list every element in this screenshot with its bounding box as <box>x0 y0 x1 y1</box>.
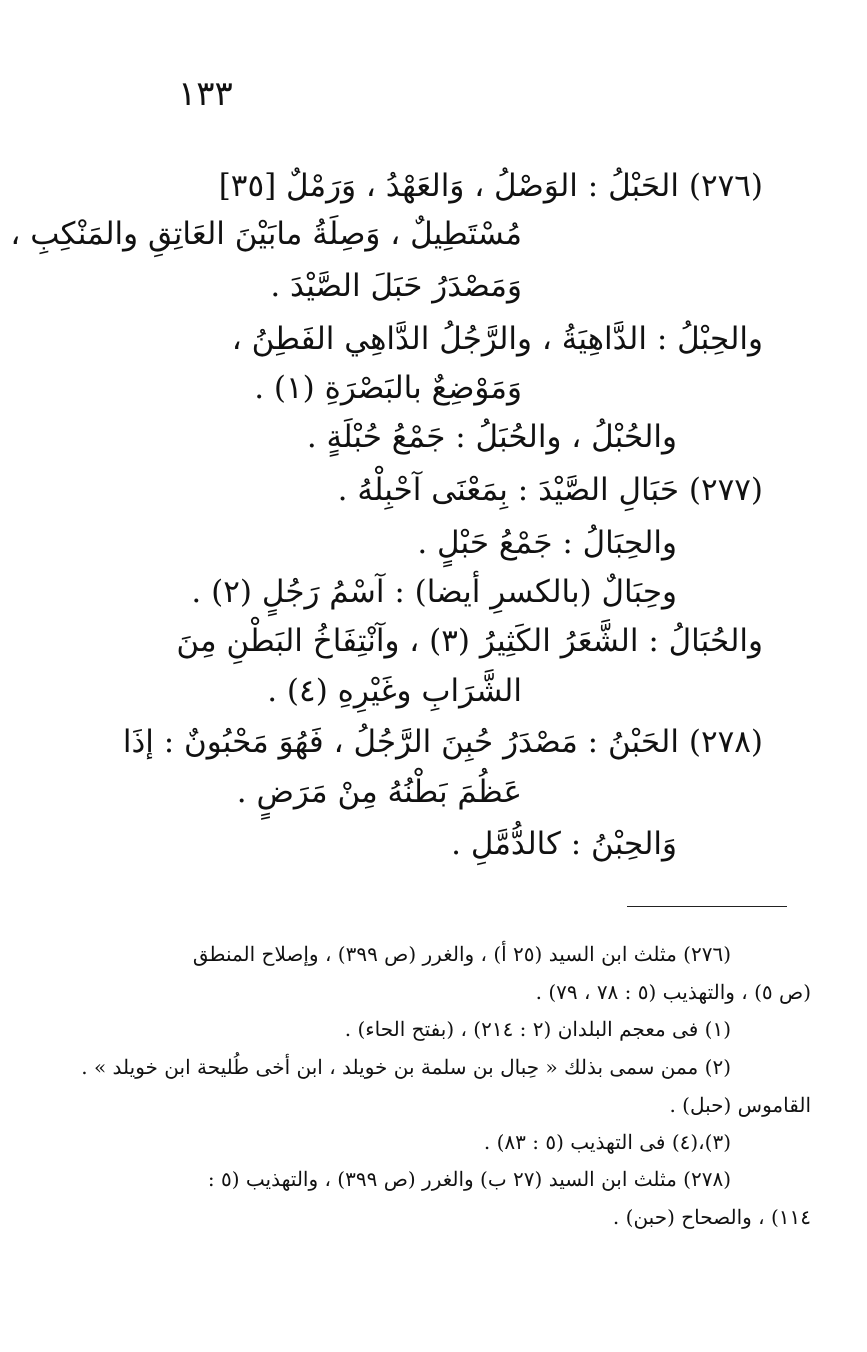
entry-line: الشَّرَابِ وغَيْرِهِ (٤) . <box>267 673 522 709</box>
entry-line: عَظُمَ بَطْنُهُ مِنْ مَرَضٍ . <box>236 774 522 810</box>
entry-line: والحُبْلُ ، والحُبَلُ : جَمْعُ حُبْلَةٍ . <box>306 419 677 455</box>
entry-line: وحِبَالٌ (بالكسرِ أيضا) : آسْمُ رَجُلٍ (٢) . <box>191 574 677 610</box>
footnote-line: القاموس (حبل) . <box>669 1093 811 1117</box>
footnote-line: (٣)،(٤) فى التهذيب (٥ : ٨٣) . <box>483 1130 731 1154</box>
entry-line: (٢٧٦) الحَبْلُ : الوَصْلُ ، وَالعَهْدُ ، وَرَمْلٌ [٣٥] <box>218 168 763 204</box>
footnote-line: (٢) ممن سمى بذلك « حِبال بن سلمة بن خويلد ، ابن أخى طُليحة ابن خويلد » . <box>81 1055 731 1079</box>
entry-line: والحِبَالُ : جَمْعُ حَبْلٍ . <box>417 525 677 561</box>
entry-line: والحِبْلُ : الدَّاهِيَةُ ، والرَّجُلُ الدَّاهِي الفَطِنُ ، <box>231 321 763 357</box>
entry-line: (٢٧٧) حَبَالِ الصَّيْدَ : بِمَعْنَى آحْبِلْهُ . <box>337 472 763 508</box>
footnote-line: (٢٧٨) مثلث ابن السيد (٢٧ ب) والغرر (ص ٣٩٩) ، والتهذيب (٥ : <box>207 1167 731 1191</box>
entry-line: وَالحِبْنُ : كالدُّمَّلِ . <box>451 826 677 862</box>
footnote-line: (١) فى معجم البلدان (٢ : ٢١٤) ، (بفتح الحاء) . <box>344 1017 731 1041</box>
footnote-divider <box>627 906 787 907</box>
entry-line: (٢٧٨) الحَبْنُ : مَصْدَرُ حُبِنَ الرَّجُلُ ، فَهُوَ مَحْبُونٌ : إذَا <box>122 724 763 760</box>
entry-line: والحُبَالُ : الشَّعَرُ الكَثِيرُ (٣) ، وآنْتِفَاخُ البَطْنِ مِنَ <box>176 623 763 659</box>
footnote-line: (٢٧٦) مثلث ابن السيد (٢٥ أ) ، والغرر (ص ٣٩٩) ، وإصلاح المنطق <box>192 942 731 966</box>
footnote-line: ١١٤) ، والصحاح (حبن) . <box>612 1205 811 1229</box>
footnote-line: (ص ٥) ، والتهذيب (٥ : ٧٨ ، ٧٩) . <box>535 980 811 1004</box>
entry-line: مُسْتَطِيلٌ ، وَصِلَةُ مابَيْنَ العَاتِقِ والمَنْكِبِ ، <box>10 216 522 252</box>
entry-line: وَمَوْضِعٌ بالبَصْرَةِ (١) . <box>254 370 522 406</box>
page-number: ١٣٣ <box>178 74 233 114</box>
entry-line: وَمَصْدَرُ حَبَلَ الصَّيْدَ . <box>270 268 522 304</box>
